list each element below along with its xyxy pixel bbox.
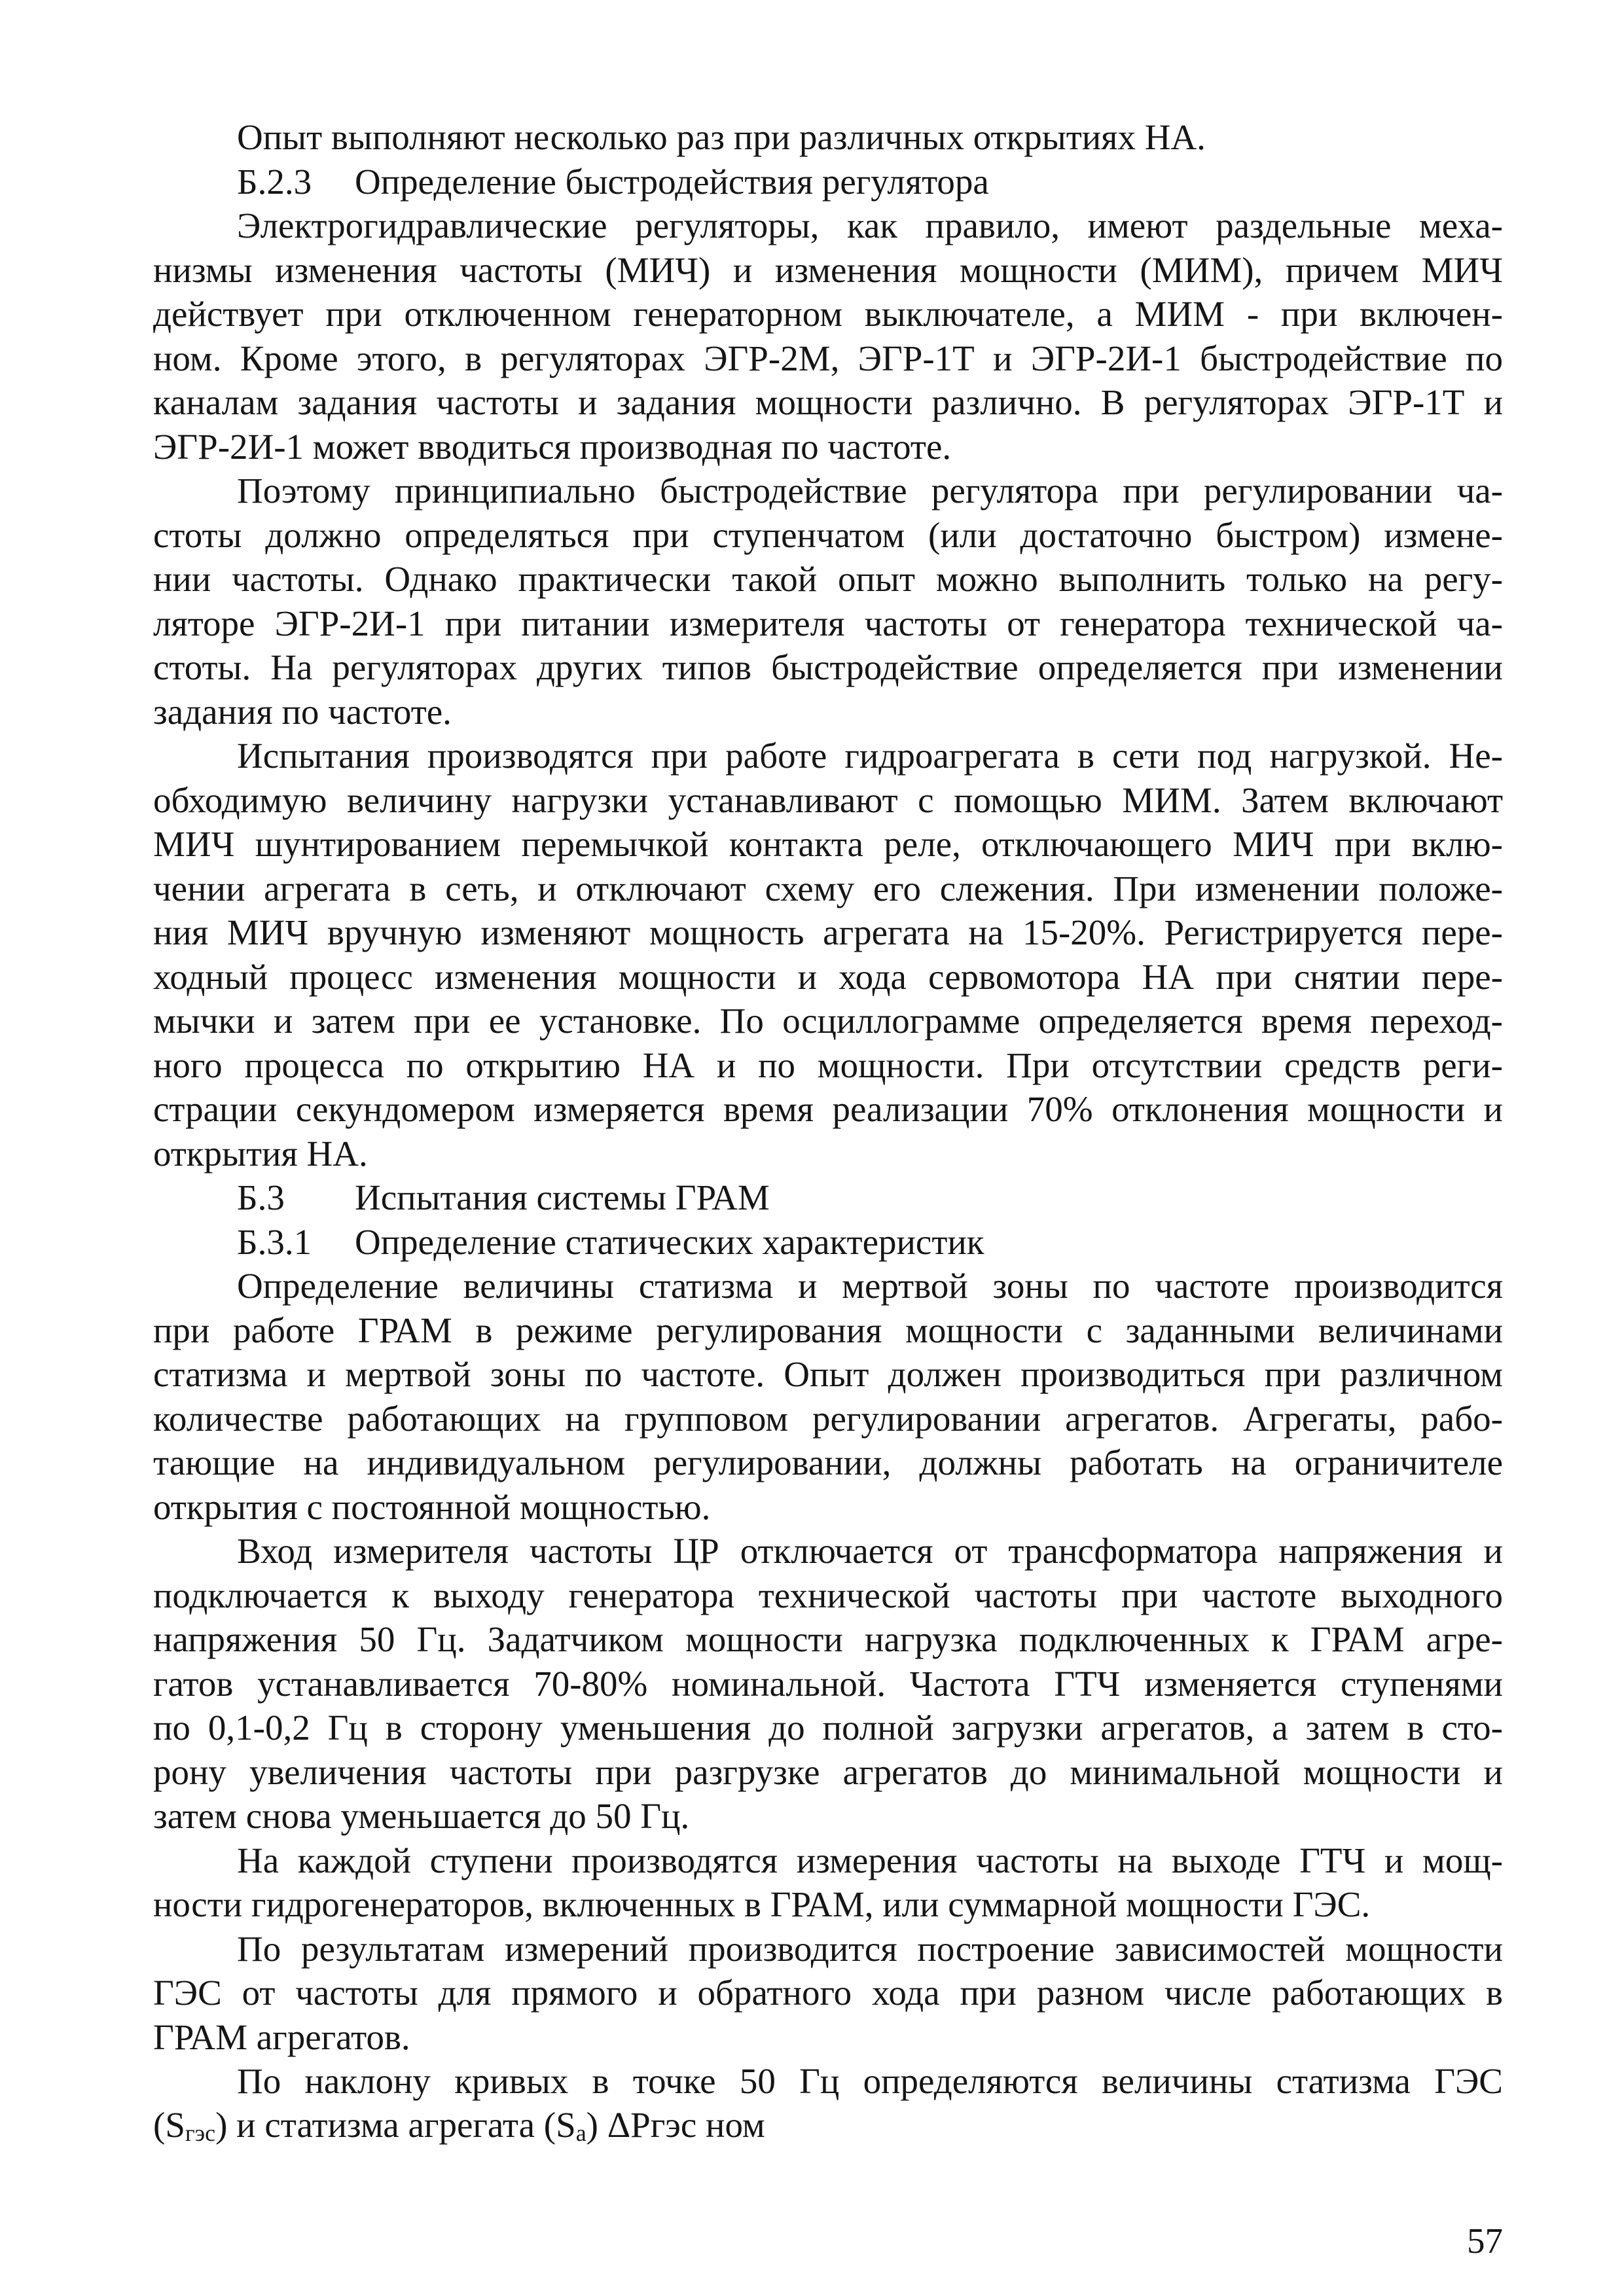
text-line: Определение величины статизма и мертвой зоны по частоте производится [237,1266,1503,1306]
text-line: На каждой ступени производятся измерения частоты на выходе ГТЧ и мощ- [237,1840,1503,1880]
text-line: Опыт выполняют несколько раз при различных открытиях НА. [237,117,1206,157]
text-line: по 0,1-0,2 Гц в сторону уменьшения до полной загрузки агрегатов, а затем в сто- [153,1708,1503,1748]
text-line: чении агрегата в сеть, и отключают схему его слежения. При изменении положе- [153,868,1503,908]
body-text [153,115,1503,2104]
text-line: тающие на индивидуальном регулировании, должны работать на ограничителе [153,1443,1503,1482]
section-heading [153,1175,1503,1220]
text-line: ГРАМ агрегатов. [153,2017,410,2057]
text-line: каналам задания частоты и задания мощности различно. В регуляторах ЭГР-1Т и [153,382,1503,422]
formula-part: ) и статизма агрегата (S [215,2105,576,2145]
section-number: Б.2.3 [237,161,312,202]
section-heading [153,160,1503,204]
text-line: действует при отключенном генераторном выключателе, а МИМ - при включен- [153,294,1503,334]
text-line: МИЧ шунтированием перемычкой контакта реле, отключающего МИЧ при вклю- [153,824,1503,864]
formula-part: ) ΔPгэс ном [586,2105,765,2145]
text-line: открытия НА. [153,1133,368,1174]
section-number: Б.3 [237,1177,285,1217]
text-line: ГЭС от частоты для прямого и обратного хода при разном числе работающих в [153,1973,1503,2013]
text-line: По наклону кривых в точке 50 Гц определяются величины статизма ГЭС [237,2061,1503,2101]
text-line: стоты. На регуляторах других типов быстродействие определяется при изменении [153,647,1503,687]
section-title: Определение быстродействия регулятора [355,161,989,202]
text-line: мычки и затем при ее установке. По осциллограмме определяется время переход- [153,1001,1503,1041]
subscript-ges: гэс [185,2120,216,2146]
section-title: Испытания системы ГРАМ [355,1177,770,1217]
text-line: при работе ГРАМ в режиме регулирования мощности с заданными величинами [153,1310,1503,1350]
text-line: страции секундомером измеряется время реализации 70% отклонения мощности и [153,1089,1503,1129]
text-line: статизма и мертвой зоны по частоте. Опыт должен производиться при различном [153,1354,1503,1394]
text-line: количестве работающих на групповом регулировании агрегатов. Агрегаты, рабо- [153,1398,1503,1439]
text-line: стоты должно определяться при ступенчатом (или достаточно быстром) измене- [153,514,1503,555]
text-line: Поэтому принципиально быстродействие регулятора при регулировании ча- [237,471,1503,511]
text-line: Испытания производятся при работе гидроагрегата в сети под нагрузкой. Не- [237,736,1503,776]
text-line: ходный процесс изменения мощности и хода сервомотора НА при снятии пере- [153,956,1503,997]
text-line: ности гидрогенераторов, включенных в ГРАМ, или суммарной мощности ГЭС. [153,1884,1371,1924]
text-line-formula [153,2103,765,2147]
text-line: напряжения 50 Гц. Задатчиком мощности нагрузка подключенных к ГРАМ агре- [153,1619,1503,1659]
text-line: рону увеличения частоты при разгрузке агрегатов до минимальной мощности и [153,1751,1503,1792]
subscript-a: а [575,2120,586,2146]
text-line: обходимую величину нагрузки устанавливают с помощью МИМ. Затем включают [153,780,1503,820]
text-line: ЭГР-2И-1 может вводиться производная по частоте. [153,426,952,467]
text-line: открытия с постоянной мощностью. [153,1486,711,1527]
text-line: ного процесса по открытию НА и по мощности. При отсутствии средств реги- [153,1045,1503,1085]
text-line: задания по частоте. [153,691,452,732]
text-line: ния МИЧ вручную изменяют мощность агрегата на 15-20%. Регистрируется пере- [153,912,1503,952]
text-line: затем снова уменьшается до 50 Гц. [153,1796,690,1836]
text-line: Электрогидравлические регуляторы, как правило, имеют раздельные меха- [237,206,1503,245]
page-number: 57 [1467,2221,1503,2261]
section-number: Б.3.1 [237,1221,312,1262]
text-line: подключается к выходу генератора технической частоты при частоте выходного [153,1575,1503,1615]
text-line: ном. Кроме этого, в регуляторах ЭГР-2М, ЭГР-1Т и ЭГР-2И-1 быстродействие по [153,338,1503,378]
text-line: По результатам измерений производится построение зависимостей мощности [237,1928,1503,1969]
text-line: низмы изменения частоты (МИЧ) и изменения мощности (МИМ), причем МИЧ [153,249,1503,290]
section-heading [153,1220,1503,1265]
text-line: Вход измерителя частоты ЦР отключается от трансформатора напряжения и [237,1531,1503,1571]
text-line: ляторе ЭГР-2И-1 при питании измерителя частоты от генератора технической ча- [153,603,1503,643]
formula-part: (S [153,2105,185,2145]
section-title: Определение статических характеристик [355,1221,984,1262]
text-line: нии частоты. Однако практически такой опыт можно выполнить только на регу- [153,559,1503,599]
text-line: гатов устанавливается 70-80% номинальной. Частота ГТЧ изменяется ступенями [153,1663,1503,1704]
